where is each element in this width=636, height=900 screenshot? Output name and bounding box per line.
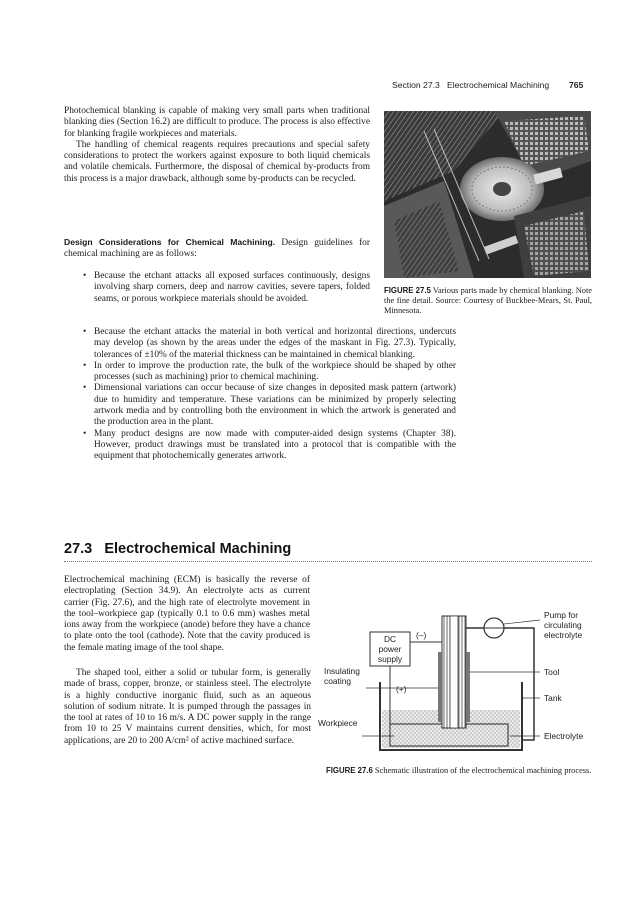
chemical-blanking-parts-image [384,111,591,278]
figure-27-5-photo [384,111,591,278]
power-label: power [378,644,402,654]
positive-terminal-label: (+) [396,684,407,694]
electrolyte-label: Electrolyte [544,731,584,741]
insulating-coating [438,652,442,722]
bullet-list-narrow [80,271,370,305]
design-considerations-heading: Design Considerations for Chemical Machining. [64,237,276,247]
intro-paragraph-1: Photochemical blanking is capable of making very small parts when traditional blanking dies (Section 16.2) are difficult to produce. The process is also effective for blanking fragile workpieces and materials. [64,106,370,139]
figure-27-5-label: FIGURE 27.5 [384,286,431,295]
section-heading [64,541,291,557]
pump-label-2: circulating [544,620,582,630]
design-considerations-lead: Design guidelines for chemical machining are as follows: [64,238,370,260]
tool-label: Tool [544,667,560,677]
negative-terminal-label: (–) [416,630,427,640]
ecm-schematic [314,612,596,762]
pump-label-3: electrolyte [544,630,583,640]
list-item: • Many product designs are now made with computer-aided design systems (Chapter 38). However, product drawings must be translated into a protocol that is compatible with the equipment that photochemically generates artwork. [80,429,456,463]
ecm-intro-text: Electrochemical machining (ECM) is basically the reverse of electroplating (Section 34.9). An electrolyte acts as current carrier (Fig. 27.6), and the high rate of electrolyte movement in the tool–workpiece gap (typically 0.1 to 0.6 mm) washes metal ions away from the workpiece (anode) before they have a chance to plate onto the tool (cathode). Note that the cavity produced is the female mating image of the tool shape. [64,575,310,653]
list-item: • Because the etchant attacks all exposed surfaces continuously, designs involving sharp corners, deep and narrow cavities, severe tapers, folded seams, or porous workpiece materials should be avoided. [80,271,370,305]
header-title: Electrochemical Machining [447,80,550,90]
figure-27-6-caption [326,766,592,776]
intro-paragraph-2: The handling of chemical reagents requires precautions and special safety considerations to protect the workers against exposure to both liquid chemicals and volatile chemicals. Furthermore, the disposal of chemical by-products from this process is a major drawback, although some by-products can be recycled. [64,139,370,184]
coating-label: coating [324,676,352,686]
page-number: 765 [569,80,584,90]
intro-text [64,106,370,185]
design-considerations [64,237,370,261]
pump-label-1: Pump for [544,612,578,620]
figure-27-6-label: FIGURE 27.6 [326,766,373,775]
ecm-tool-paragraph: The shaped tool, either a solid or tubular form, is generally made of brass, copper, bronze, or stainless steel. The electrolyte is a highly conductive inorganic fluid, such as an aqueous solution of sodium nitrate. It is pumped through the passages in the tool at rates of 10 to 16 m/s. A DC power supply in the range from 10 to 25 V maintains current densities, which, for most applications, are 20 to 200 A/cm² of active machined surface. [64,668,311,746]
header-section: Section 27.3 [392,80,440,90]
insulating-label: Insulating [324,666,360,676]
list-item: • In order to improve the production rate, the bulk of the workpiece should be shaped by other processes (such as machining) prior to chemical machining. [80,361,456,384]
section-number: 27.3 [64,541,93,557]
supply-label: supply [377,654,403,664]
section-rule [64,561,592,562]
dc-label: DC [383,634,397,644]
figure-27-6-diagram [314,612,596,762]
ecm-tool [64,668,311,747]
figure-27-6-text: Schematic illustration of the electrochemical machining process. [374,766,592,775]
tank-label: Tank [544,693,562,703]
tool-bore [450,616,458,728]
figure-27-5-text: Various parts made by chemical blanking. Note the fine detail. Source: Courtesy of Buckbee-Mears, St. Paul, Minnesota. [384,286,592,316]
bullet-list-wide [80,327,456,463]
workpiece-label: Workpiece [318,718,358,728]
list-item: • Because the etchant attacks the material in both vertical and horizontal directions, undercuts may develop (as shown by the areas under the edges of the maskant in Fig. 27.3). Typically, tolerances of ±10% of the material thickness can be maintained in chemical blanking. [80,327,456,361]
figure-27-5-caption [384,286,592,317]
section-title: Electrochemical Machining [104,541,292,557]
list-item: • Dimensional variations can occur because of size changes in deposited mask pattern (artwork) due to humidity and temperature. These variations can be minimized by properly selecting artwork media and by controlling both the environment in which the artwork is generated and the production area in the plant. [80,383,456,428]
